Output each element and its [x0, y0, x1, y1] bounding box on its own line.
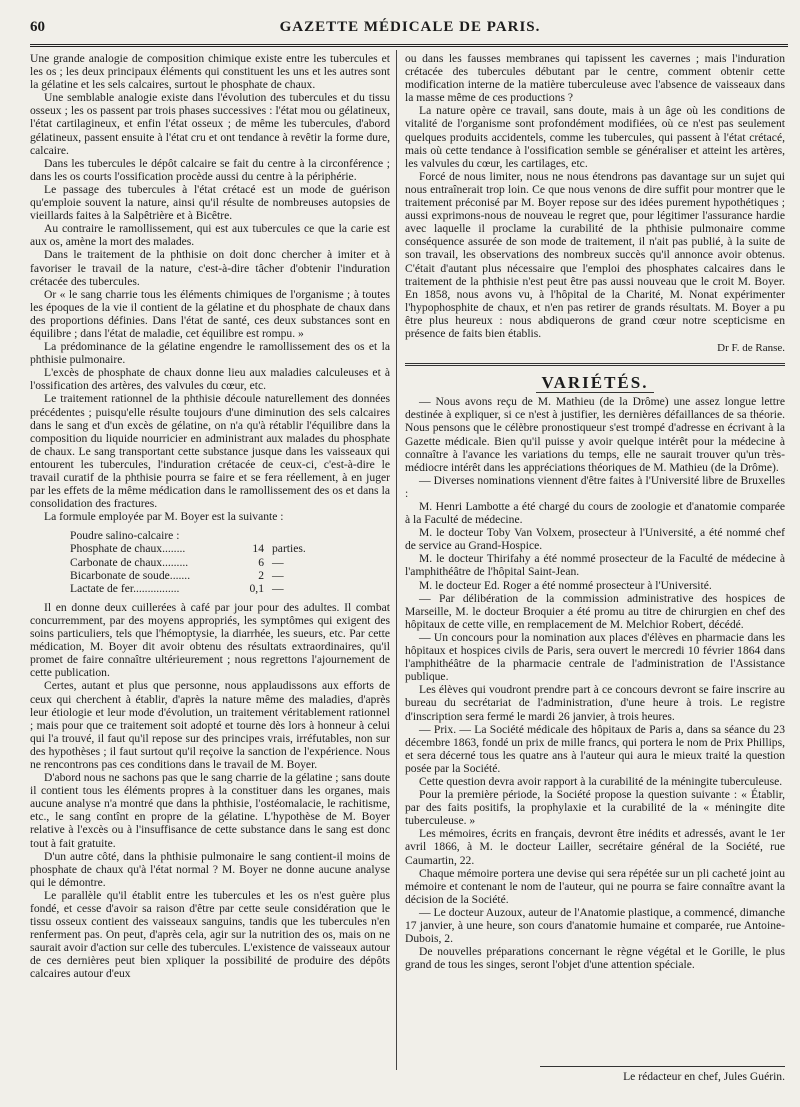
- news-item: — Par délibération de la commission administrative des hospices de Marseille, M. le docteur Broquier a été promu au titre de chirurgien en chef des hôpitaux de cette ville, en remplacement de M. Melchior Robert, décédé.: [405, 591, 785, 631]
- formula-row: [70, 569, 390, 582]
- right-column: [405, 52, 785, 971]
- news-item: Pour la première période, la Société propose la question suivante : « Établir, par des faits positifs, la prophylaxie et la curabilité de la « méningite dite tuberculeuse. »: [405, 788, 785, 828]
- news-item: M. le docteur Toby Van Volxem, prosecteur à l'Université, a été nommé chef de service au Grand-Hospice.: [405, 526, 785, 553]
- formula-quantity: 2: [258, 568, 264, 582]
- formula-row: [70, 542, 390, 555]
- news-item: — Nous avons reçu de M. Mathieu (de la Drôme) une assez longue lettre destinée à expliquer, si ce n'est à justifier, les dernières défaillances de sa théorie. Nous pensons que le célèbre pronostiqueur s'est trompé d'adresse en écrivant à la Gazette médicale. Bien qu'il puisse y avoir quelque intérêt pour la médecine à connaître à l'avance les variations du temps, elle ne saurait trouver qu'un très-médiocre intérêt dans les appréciations théoriques de M. Mathieu (de la Drôme).: [405, 395, 785, 474]
- formula-unit: parties.: [272, 542, 306, 556]
- section-rule: [405, 363, 785, 366]
- author-signature: Dr F. de Ranse.: [717, 342, 785, 355]
- paragraph: Forcé de nous limiter, nous ne nous étendrons pas davantage sur un sujet qui nous entraînerait trop loin. Ce que nous venons de dire suffit pour montrer que le traitement préconisé par M. Boyer repose sur des idées purement hypothétiques ; aussi exprimons-nous de nouveau le regret que, pour légitimer l'assurance hardie avec laquelle il proclame la curabilité de la phthisie pulmonaire comme conséquence assurée de son mode de traitement, il n'ait pas publié, à la suite de son travail, les observations des nombreux succès qu'il annonce avoir obtenus. C'était d'autant plus nécessaire que l'emploi des phosphates calcaires dans le traitement de la phthisie n'est peut être pas aussi nouveau que le croit M. Boyer. En 1858, nous avons vu, à l'hôpital de la Charité, M. Nonat expérimenter l'hypophosphite de chaux, et n'en pas retirer de grands résultats. M. Boyer a pu être plus heureux : nous abdiquerons de grand cœur notre scepticisme en présence de faits bien établis.: [405, 169, 785, 340]
- paragraph: La prédominance de la gélatine engendre le ramollissement des os et la phthisie pulmonaire.: [30, 340, 390, 367]
- formula-unit: —: [272, 581, 284, 595]
- news-item: De nouvelles préparations concernant le règne végétal et le Gorille, le plus grand de tous les singes, seront l'objet d'une attention spéciale.: [405, 945, 785, 972]
- paragraph: Or « le sang charrie tous les éléments chimiques de l'organisme ; à toutes les époques de la vie il contient de la gélatine et du phosphate de chaux dans des proportions définies. Dans l'état de santé, ces deux substances sont en équilibre ; dans l'état de maladie, cet équilibre est rompu. »: [30, 287, 390, 340]
- paragraph: Au contraire le ramollissement, qui est aux tubercules ce que la carie est aux os, amène la mort des malades.: [30, 222, 390, 249]
- paragraph: Le parallèle qu'il établit entre les tubercules et les os n'est guère plus fondé, et cesse d'avoir sa raison d'être par cette seule considération que le tissu osseux contient des vaisseaux sanguins, tandis que les tubercules n'en renferment pas. On peut, d'après cela, agir sur la nutrition des os, mais on ne saurait avoir d'action sur celle des tubercules. L'existence de vaisseaux autour de ces dernières peut bien xpliquer la possibilité de produire des dépôts calcaires autour d'eux: [30, 888, 390, 981]
- formula-quantity: 6: [258, 555, 264, 569]
- formula-quantity: 14: [252, 542, 264, 556]
- news-item: M. le docteur Ed. Roger a été nommé prosecteur à l'Université.: [419, 578, 712, 592]
- formula-unit: —: [272, 555, 284, 569]
- paragraph: D'abord nous ne sachons pas que le sang charrie de la gélatine ; sans doute il contient tous les éléments propres à la constituer dans les organes, mais aucune analyse n'a montré que dans la phthisie, l'ostéomalacie, le rachitisme, etc., le sang contînt en propre de la gélatine. L'hypothèse de M. Boyer relative à l'excès ou à l'insuffisance de cette substance dans le sang est donc tout à fait gratuite.: [30, 771, 390, 850]
- header-rule: [30, 44, 788, 47]
- page-header: [30, 14, 790, 40]
- formula-ingredient: Bicarbonate de soude.......: [70, 568, 191, 582]
- editor-rule: [540, 1066, 785, 1067]
- formula-title: Poudre salino-calcaire :: [70, 529, 180, 543]
- paragraph: D'un autre côté, dans la phthisie pulmonaire le sang contient-il moins de phosphate de chaux qu'à l'état normal ? M. Boyer ne donne aucune analyse qui le démontre.: [30, 849, 390, 889]
- page-number: 60: [30, 18, 45, 35]
- formula-quantity: 0,1: [249, 581, 264, 595]
- formula-row: [70, 556, 390, 569]
- formula-row: [70, 582, 390, 595]
- formula-ingredient: Carbonate de chaux.........: [70, 555, 189, 569]
- paragraph: Le passage des tubercules à l'état crétacé est un mode de guérison qu'emploie souvent la nature, ainsi qu'il résulte de nombreuses autopsies de vieillards faites à la Salpêtrière et à Bicêtre.: [30, 182, 390, 223]
- section-title: [405, 373, 785, 393]
- paragraph: Il en donne deux cuillerées à café par jour pour des adultes. Il combat concurremment, par des moyens appropriés, les symptômes qui exigent des soins particuliers, tels que l'hémoptysie, la diarrhée, les sueurs, etc. Par cette médication, M. Boyer dit avoir obtenu des résultats extraordinaires, qu'il promet de faire connaître ultérieurement ; nous regrettons l'ajournement de cette publication.: [30, 600, 390, 680]
- paragraph: La nature opère ce travail, sans doute, mais à un âge où les conditions de vitalité de l'organisme sont profondément modifiées, où ce n'est pas seulement quelques produits accidentels, comme les tubercules, qui passent à l'état crétacé, mais où cette tendance à l'ossification semble se généraliser et atteint les artères, les valvules du cœur, les cartilages, etc.: [405, 104, 785, 170]
- news-item: — Diverses nominations viennent d'être faites à l'Université libre de Bruxelles :: [405, 473, 785, 500]
- formula-ingredient: Phosphate de chaux........: [70, 542, 186, 556]
- section-title-text: VARIÉTÉS.: [536, 373, 655, 393]
- news-item: Cette question devra avoir rapport à la curabilité de la méningite tuberculeuse.: [419, 774, 783, 788]
- news-item: M. Henri Lambotte a été chargé du cours de zoologie et d'anatomie comparée à la Faculté de médecine.: [405, 500, 785, 527]
- news-item: Les élèves qui voudront prendre part à ce concours devront se faire inscrire au bureau du secrétariat de l'administration, d'une heure à trois. Le registre d'inscription sera fermé le mardi 26 janvier, à trois heures.: [405, 683, 785, 723]
- news-item: — Le docteur Auzoux, auteur de l'Anatomie plastique, a commencé, dimanche 17 janvier, à une heure, son cours d'anatomie humaine et comparée, rue Antoine-Dubois, 2.: [405, 905, 785, 946]
- paragraph: Une semblable analogie existe dans l'évolution des tubercules et du tissu osseux ; les os passent par trois phases successives : l'état mou ou gélatineux, l'état cartilagineux, et enfin l'état osseux ; de même les tubercules, d'abord gélatineux, passent ensuite à l'état cru et ont tendance à revêtir la forme dure, calcaire.: [30, 91, 390, 157]
- news-item: — Prix. — La Société médicale des hôpitaux de Paris a, dans sa séance du 23 décembre 1863, fondé un prix de mille francs, qui portera le nom de Prix Phillips, et sera décerné tous les quatre ans à l'auteur qui aura le mieux traité la question posée par la Société.: [405, 722, 785, 775]
- paragraph: L'excès de phosphate de chaux donne lieu aux maladies calculeuses et à l'ossification des artères, des valvules du cœur, etc.: [30, 366, 390, 393]
- paragraph: Dans les tubercules le dépôt calcaire se fait du centre à la circonférence ; dans les os courts l'ossification procède aussi du centre à la périphérie.: [30, 156, 390, 183]
- column-separator: [396, 50, 397, 1070]
- paragraph: Le traitement rationnel de la phthisie découle naturellement des données précédentes ; puisqu'elle résulte toujours d'une diminution des sels calcaires dans le sang et d'un excès de gélatine, on n'a qu'à rétablir l'équilibre dans la composition du liquide nourricier en administrant aux malades du phosphate de chaux. Le sang transportant cette substance jusque dans les vaisseaux qui entourent les tubercules, l'induration crétacée de ceux-ci, c'est-à-dire le travail curatif de la phthisie pourra se faire et se fera réellement, à en juger par les effets de la même médication dans le ramollissement des os et dans la consolidation des fractures.: [30, 392, 390, 511]
- paragraph: La formule employée par M. Boyer est la suivante :: [44, 510, 284, 524]
- news-item: Chaque mémoire portera une devise qui sera répétée sur un pli cacheté joint au mémoire et contenant le nom de l'auteur, qui ne pourra se faire connaître avant la décision de la Société.: [405, 866, 785, 906]
- formula-ingredient: Lactate de fer................: [70, 581, 180, 595]
- paragraph: Dans le traitement de la phthisie on doit donc chercher à imiter et à favoriser le travail de la nature, c'est-à-dire tâcher d'obtenir l'induration crétacée des tubercules.: [30, 248, 390, 288]
- paragraph: ou dans les fausses membranes qui tapissent les cavernes ; mais l'induration crétacée des tubercules débutant par le centre, comment obtenir cette modification interne de la matière tuberculeuse avec l'absence de vaisseaux dans la masse même de ces productions ?: [405, 52, 785, 105]
- news-item: Les mémoires, écrits en français, devront être inédits et adressés, avant le 1er avril 1866, à M. le docteur Lailler, secrétaire général de la Société, rue Caumartin, 22.: [405, 827, 785, 867]
- editor-line: Le rédacteur en chef, Jules Guérin.: [623, 1070, 785, 1083]
- news-item: M. le docteur Thirifahy a été nommé prosecteur de la Faculté de médecine à l'amphithéâtre de l'hôpital Saint-Jean.: [405, 552, 785, 579]
- formula-unit: —: [272, 568, 284, 582]
- news-item: — Un concours pour la nomination aux places d'élèves en pharmacie dans les hôpitaux et hospices civils de Paris, sera ouvert le mercredi 10 février 1864 dans l'amphithéâtre de la pharmacie centrale de l'administration de l'Assistance publique.: [405, 630, 785, 684]
- journal-title: GAZETTE MÉDICALE DE PARIS.: [279, 18, 541, 35]
- paragraph: Certes, autant et plus que personne, nous applaudissons aux efforts de ceux qui cherchent à établir, d'après la nature même des maladies, d'après leur étiologie et leur mode d'évolution, un traitement véritablement rationnel ; mais pour que ce traitement soit adopté et tourne dès lors à honneur à celui qui l'a trouvé, il faut qu'il repose sur des principes vrais, irréfutables, non sur des hypothèses ; il faut surtout qu'il reçoive la sanction de l'expérience. Nous ne rencontrons pas ces conditions dans le travail de M. Boyer.: [30, 679, 390, 771]
- formula-table: [70, 529, 390, 594]
- left-column: [30, 52, 390, 981]
- paragraph: Une grande analogie de composition chimique existe entre les tubercules et les os ; les deux principaux éléments qui constituent les uns et les autres sont la gélatine et les sels calcaires, surtout le phosphate de chaux.: [30, 52, 390, 92]
